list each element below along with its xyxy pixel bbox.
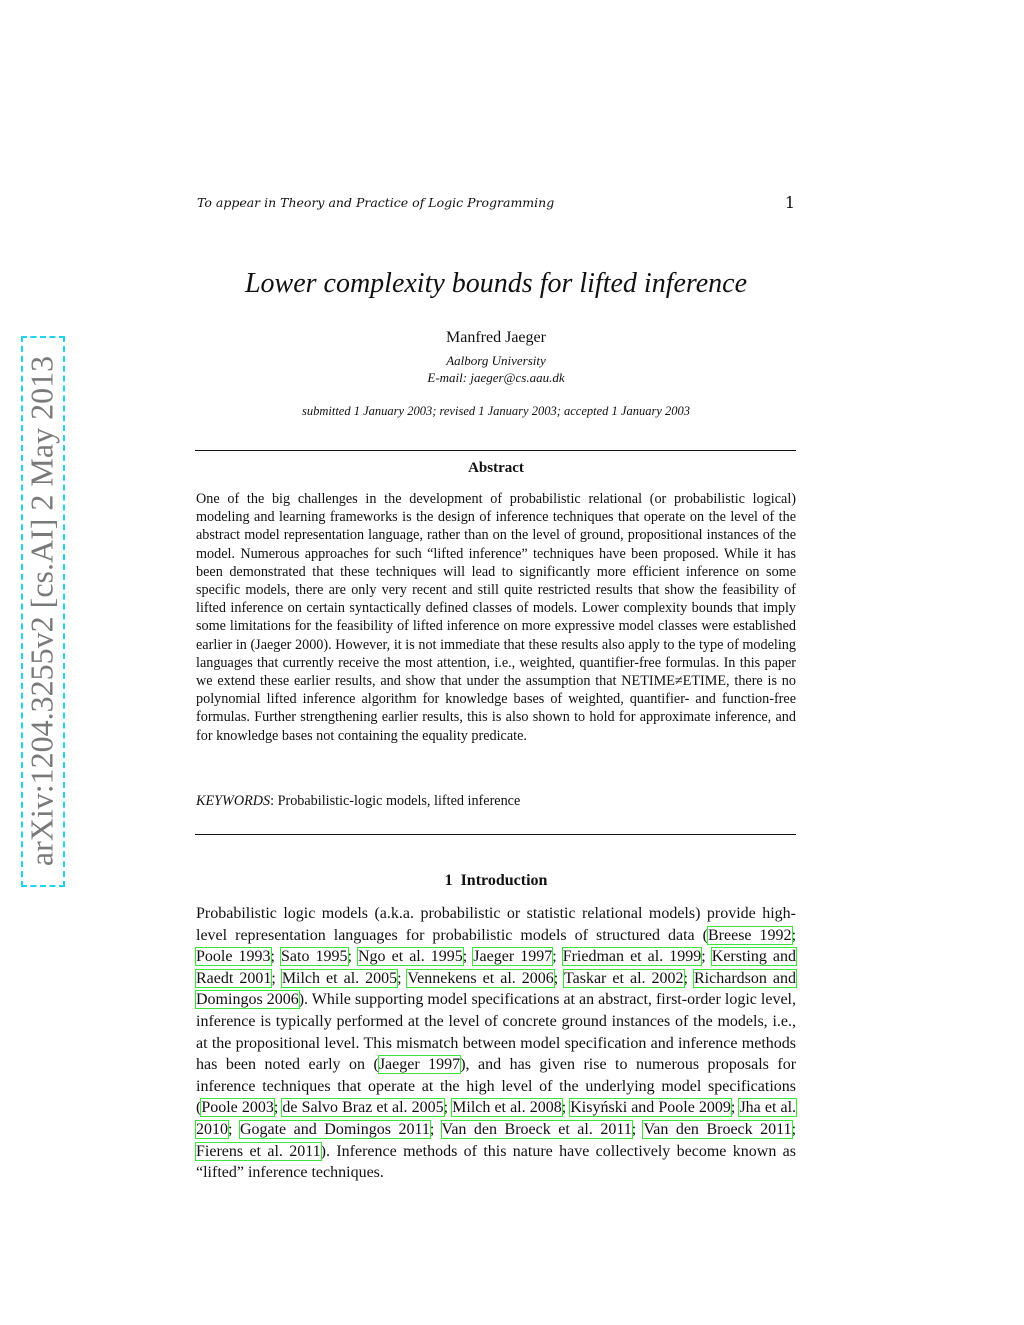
citation-link[interactable]: Jaeger 1997 — [378, 1056, 461, 1074]
author-affiliation: Aalborg University — [446, 353, 546, 368]
citation-link[interactable]: Milch et al. 2005 — [281, 969, 398, 987]
running-head — [197, 193, 795, 213]
citation-link[interactable]: Kersting and Raedt 2001 — [196, 948, 797, 987]
intro-text: ). While supporting model specifications at an abstract, first-order logic level, inference is typically performed at the level of concrete ground instances of the models, i.e., at the propositional level. This mismatch between model specification and inference methods has been noted early on ( — [196, 991, 796, 1074]
citation-link[interactable]: Breese 1992 — [708, 926, 792, 944]
keywords-text: : Probabilistic-logic models, lifted inference — [270, 793, 521, 809]
abstract-bottom-rule — [195, 834, 796, 835]
citation-link[interactable]: de Salvo Braz et al. 2005 — [282, 1099, 444, 1117]
citation-link[interactable]: Richardson and Domingos 2006 — [196, 969, 796, 1009]
section-number: 1 — [444, 872, 453, 889]
citation-link[interactable]: Van den Broeck 2011 — [643, 1120, 792, 1138]
intro-text: Probabilistic logic models (a.k.a. probabilistic or statistic relational models) provide high-level representation languages for probabilistic models of structured data ( — [196, 905, 796, 944]
intro-text: ). Inference methods of this nature have collectively become known as “lifted” inference techniques. — [196, 1142, 796, 1182]
keywords — [196, 793, 796, 810]
paper-title: Lower complexity bounds for lifted inference — [244, 268, 748, 299]
citation-link[interactable]: Ngo et al. 1995 — [358, 948, 463, 966]
citation-link[interactable]: Taskar et al. 2002 — [563, 969, 684, 987]
citation-link[interactable]: Kisyński and Poole 2009 — [570, 1099, 731, 1117]
citation-link[interactable]: Vennekens et al. 2006 — [407, 969, 554, 987]
author-name: Manfred Jaeger — [446, 329, 546, 346]
intro-text: ), and has given rise to numerous proposals for inference techniques that operate at the high level of the underlying model specifications ( — [196, 1056, 797, 1117]
citation-link[interactable]: Friedman et al. 1999 — [562, 948, 702, 966]
citation-link[interactable]: Milch et al. 2008 — [452, 1099, 562, 1117]
intro-paragraph: Probabilistic logic models (a.k.a. probabilistic or statistic relational models) provide high-level representation languages for probabilistic models of structured data (Breese 1992; Poole 1993; Sato 1995; Ngo et al. 1995; Jaeger 1997; Friedman et al. 1999; Kersting and Raedt 2001; Milch et al. 2005; Vennekens et al. 2006; Taskar et al. 2002; Richardson and Domingos 2006). While supporting model specifications at an abstract, first-order logic level, inference is typically performed at the level of concrete ground instances of the models, i.e., at the propositional level. This mismatch between model specification and inference methods has been noted early on (Jaeger 1997), and has given rise to numerous proposals for inference techniques that operate at the high level of the underlying model specifications (Poole 2003; de Salvo Braz et al. 2005; Milch et al. 2008; Kisyński and Poole 2009; Jha et al. 2010; Gogate and Domingos 2011; Van den Broeck et al. 2011; Van den Broeck 2011; Fierens et al. 2011). Inference methods of this nature have collectively become known as “lifted” inference techniques. — [196, 905, 797, 1182]
citation-link[interactable]: Fierens et al. 2011 — [196, 1142, 321, 1160]
section-title: Introduction — [460, 872, 548, 889]
submission-dates: submitted 1 January 2003; revised 1 January 2003; accepted 1 January 2003 — [302, 404, 690, 418]
citation-link[interactable]: Gogate and Domingos 2011 — [239, 1120, 430, 1138]
author-email: E-mail: jaeger@cs.aau.dk — [427, 370, 565, 385]
abstract-top-rule — [195, 450, 796, 451]
keywords-label: KEYWORDS — [196, 793, 271, 809]
citation-link[interactable]: Van den Broeck et al. 2011 — [441, 1120, 632, 1138]
section-heading — [197, 872, 795, 890]
page-number: 1 — [784, 193, 795, 212]
citation-link[interactable]: Sato 1995 — [281, 948, 348, 966]
arxiv-stamp[interactable]: arXiv:1204.3255v2 [cs.AI] 2 May 2013 — [23, 355, 60, 867]
journal-name: To appear in Theory and Practice of Logic Programming — [197, 195, 555, 210]
citation-link[interactable]: Jha et al. 2010 — [196, 1099, 797, 1138]
citation-link[interactable]: Jaeger 1997 — [473, 948, 553, 966]
citation-link[interactable]: Poole 1993 — [196, 948, 271, 966]
abstract-text: One of the big challenges in the development of probabilistic relational (or probabilistic logical) modeling and learning frameworks is the design of inference techniques that operate on the level of the abstract model representation language, rather than on the level of ground, propositional instances of the model. Numerous approaches for such “lifted inference” techniques have been proposed. While it has been demonstrated that these techniques will lead to significantly more efficient inference on some specific models, there are only very recent and still quite restricted results that show the feasibility of lifted inference on certain syntactically defined classes of models. Lower complexity bounds that imply some limitations for the feasibility of lifted inference on more expressive model classes were established earlier in (Jaeger 2000). However, it is not immediate that these results also apply to the type of modeling languages that currently receive the most attention, i.e., weighted, quantifier-free formulas. In this paper we extend these earlier results, and show that under the assumption that NETIME≠ETIME, there is no polynomial lifted inference algorithm for knowledge bases of weighted, quantifier- and function-free formulas. Further strengthening earlier results, this is also shown to hold for approximate inference, and for knowledge bases not containing the equality predicate. — [196, 491, 796, 744]
abstract-heading: Abstract — [468, 460, 524, 476]
citation-link[interactable]: Poole 2003 — [201, 1099, 274, 1117]
